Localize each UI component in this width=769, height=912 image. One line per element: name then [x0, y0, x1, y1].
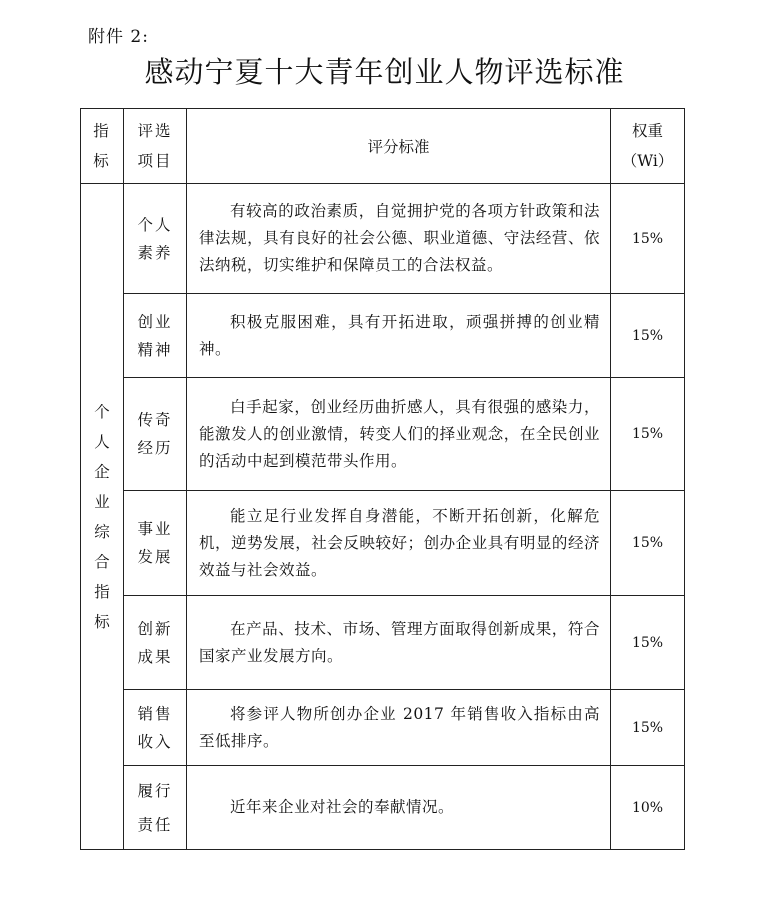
item-cell: 传奇 经历 — [124, 378, 187, 491]
standard-cell: 白手起家，创业经历曲折感人，具有很强的感染力，能激发人的创业激情，转变人们的择业观念，在全民创业的活动中起到模范带头作用。 — [187, 378, 611, 491]
weight-cell: 15% — [611, 378, 685, 491]
document-title: 感动宁夏十大青年创业人物评选标准 — [144, 55, 625, 89]
table-row — [81, 690, 685, 766]
table-row — [81, 378, 685, 491]
standard-cell: 能立足行业发挥自身潜能，不断开拓创新，化解危机，逆势发展，社会反映较好；创办企业具有明显的经济效益与社会效益。 — [187, 491, 611, 596]
table-row — [81, 184, 685, 294]
standard-cell: 近年来企业对社会的奉献情况。 — [187, 766, 611, 850]
standard-cell: 有较高的政治素质，自觉拥护党的各项方针政策和法律法规，具有良好的社会公德、职业道德、守法经营、依法纳税，切实维护和保障员工的合法权益。 — [187, 184, 611, 294]
item-cell: 个人 素养 — [124, 184, 187, 294]
table-header-row — [81, 109, 685, 184]
header-standard: 评分标准 — [187, 109, 611, 184]
header-item: 评选 项目 — [124, 109, 187, 184]
indicator-cell: 个 人 企 业 综 合 指 标 — [81, 184, 124, 850]
standard-cell: 积极克服困难，具有开拓进取，顽强拼搏的创业精神。 — [187, 294, 611, 378]
table-row — [81, 491, 685, 596]
weight-cell: 15% — [611, 294, 685, 378]
table-row — [81, 596, 685, 690]
weight-cell: 15% — [611, 491, 685, 596]
weight-cell: 15% — [611, 184, 685, 294]
weight-cell: 15% — [611, 690, 685, 766]
weight-cell: 15% — [611, 596, 685, 690]
weight-cell: 10% — [611, 766, 685, 850]
item-cell: 事业 发展 — [124, 491, 187, 596]
item-cell: 销售 收入 — [124, 690, 187, 766]
standard-cell: 在产品、技术、市场、管理方面取得创新成果，符合国家产业发展方向。 — [187, 596, 611, 690]
table-row — [81, 294, 685, 378]
attachment-label: 附件 2: — [88, 27, 149, 47]
standard-cell: 将参评人物所创办企业 2017 年销售收入指标由高至低排序。 — [187, 690, 611, 766]
item-cell: 创新 成果 — [124, 596, 187, 690]
header-weight: 权重 （Wi） — [611, 109, 685, 184]
criteria-table — [80, 108, 685, 850]
item-cell: 履行 责任 — [124, 766, 187, 850]
table-row — [81, 766, 685, 850]
header-indicator: 指 标 — [81, 109, 124, 184]
item-cell: 创业 精神 — [124, 294, 187, 378]
